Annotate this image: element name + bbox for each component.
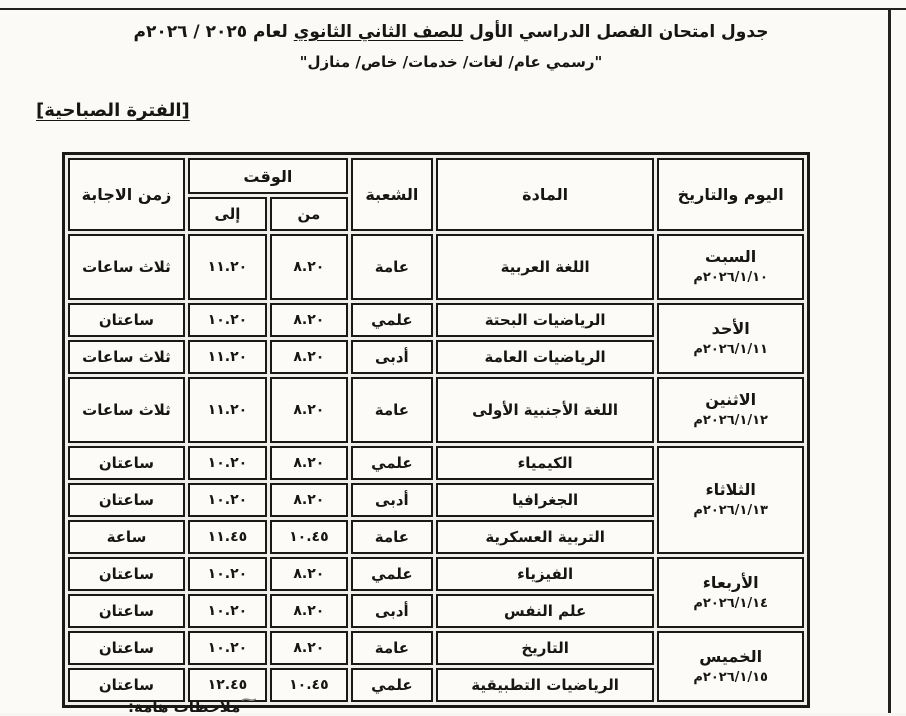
time-to-cell: ١٠.٢٠ — [188, 594, 267, 628]
time-from-cell: ٨.٢٠ — [270, 594, 348, 628]
exam-row — [68, 234, 804, 300]
subject-cell: علم النفس — [436, 594, 654, 628]
branch-cell: عامة — [351, 631, 433, 665]
page-right-border-line — [888, 8, 891, 713]
time-from-cell: ٨.٢٠ — [270, 557, 348, 591]
day-date-cell — [657, 234, 804, 300]
branch-cell: أدبى — [351, 340, 433, 374]
answer-time-cell: ساعتان — [68, 631, 185, 665]
exam-table-body — [68, 234, 804, 702]
day-name: الأربعاء — [702, 572, 759, 592]
day-date-cell — [657, 631, 804, 702]
time-from-cell: ٨.٢٠ — [270, 631, 348, 665]
time-to-cell: ١٠.٢٠ — [188, 483, 267, 517]
day-date-cell — [657, 557, 804, 628]
subject-cell: اللغة العربية — [436, 234, 654, 300]
time-to-cell: ١١.٢٠ — [188, 377, 267, 443]
subject-cell: الرياضيات البحتة — [436, 303, 654, 337]
answer-time-cell: ساعتان — [68, 446, 185, 480]
subject-cell: التاريخ — [436, 631, 654, 665]
time-from-cell: ١٠.٤٥ — [270, 668, 348, 702]
title-part2-underlined: للصف الثاني الثانوي — [293, 22, 464, 42]
day-date-cell — [657, 303, 804, 374]
answer-time-cell: ثلاث ساعات — [68, 234, 185, 300]
time-from-cell: ١٠.٤٥ — [270, 520, 348, 554]
time-to-cell: ١٢.٤٥ — [188, 668, 267, 702]
subject-cell: الفيزياء — [436, 557, 654, 591]
day-date: ٢٠٢٦/١/١٥م — [693, 669, 768, 685]
answer-time-cell: ساعة — [68, 520, 185, 554]
time-to-cell: ١١.٢٠ — [188, 340, 267, 374]
branch-cell: علمي — [351, 557, 433, 591]
exam-row — [68, 303, 804, 337]
answer-time-cell: ساعتان — [68, 557, 185, 591]
day-name: الثلاثاء — [705, 480, 756, 500]
header-subject: المادة — [436, 158, 654, 231]
day-date-cell — [657, 377, 804, 443]
important-notes-label: ملاحظات هامة: — [128, 698, 241, 716]
exam-row — [68, 446, 804, 480]
answer-time-cell: ثلاث ساعات — [68, 377, 185, 443]
time-from-cell: ٨.٢٠ — [270, 234, 348, 300]
day-date: ٢٠٢٦/١/١٢م — [693, 413, 768, 429]
time-from-cell: ٨.٢٠ — [270, 377, 348, 443]
title-part1: جدول امتحان الفصل الدراسي الأول — [463, 22, 769, 42]
header-day-date: اليوم والتاريخ — [657, 158, 804, 231]
answer-time-cell: ثلاث ساعات — [68, 340, 185, 374]
branch-cell: عامة — [351, 234, 433, 300]
time-to-cell: ١١.٢٠ — [188, 234, 267, 300]
subject-cell: التربية العسكرية — [436, 520, 654, 554]
header-time: الوقت — [188, 158, 348, 194]
branch-cell: علمي — [351, 303, 433, 337]
title-part3: لعام ٢٠٢٥ / ٢٠٢٦م — [133, 22, 294, 42]
answer-time-cell: ساعتان — [68, 303, 185, 337]
subject-cell: الرياضيات التطبيقية — [436, 668, 654, 702]
branch-cell: علمي — [351, 446, 433, 480]
day-date: ٢٠٢٦/١/١١م — [693, 341, 768, 357]
branch-cell: أدبى — [351, 594, 433, 628]
document-title — [90, 22, 812, 42]
exam-row — [68, 557, 804, 591]
time-to-cell: ١٠.٢٠ — [188, 631, 267, 665]
day-date-cell — [657, 446, 804, 554]
document-subtitle: "رسمي عام/ لغات/ خدمات/ خاص/ منازل" — [299, 53, 603, 71]
day-name: الأحد — [711, 318, 750, 338]
branch-cell: عامة — [351, 520, 433, 554]
time-from-cell: ٨.٢٠ — [270, 303, 348, 337]
header-time-to: إلى — [188, 197, 267, 231]
answer-time-cell: ساعتان — [68, 668, 185, 702]
branch-cell: عامة — [351, 377, 433, 443]
subject-cell: الجغرافيا — [436, 483, 654, 517]
subject-cell: الكيمياء — [436, 446, 654, 480]
pen-mark: ~ — [239, 692, 259, 708]
exam-schedule-table — [62, 152, 810, 708]
branch-cell: أدبى — [351, 483, 433, 517]
day-name: الخميس — [699, 646, 763, 666]
time-from-cell: ٨.٢٠ — [270, 340, 348, 374]
day-date: ٢٠٢٦/١/١٠م — [693, 270, 768, 286]
answer-time-cell: ساعتان — [68, 594, 185, 628]
time-from-cell: ٨.٢٠ — [270, 446, 348, 480]
header-branch: الشعبة — [351, 158, 433, 231]
period-label: [الفترة الصباحية] — [36, 100, 190, 121]
time-to-cell: ١١.٤٥ — [188, 520, 267, 554]
page-top-border-line — [0, 8, 906, 10]
exam-table-header — [68, 158, 804, 231]
time-from-cell: ٨.٢٠ — [270, 483, 348, 517]
day-date: ٢٠٢٦/١/١٣م — [693, 503, 768, 519]
day-name: الاثنين — [705, 390, 757, 410]
answer-time-cell: ساعتان — [68, 483, 185, 517]
exam-row — [68, 631, 804, 665]
header-answer-time: زمن الاجابة — [68, 158, 185, 231]
time-to-cell: ١٠.٢٠ — [188, 446, 267, 480]
day-name: السبت — [705, 247, 757, 267]
time-to-cell: ١٠.٢٠ — [188, 557, 267, 591]
header-time-from: من — [270, 197, 348, 231]
branch-cell: علمي — [351, 668, 433, 702]
time-to-cell: ١٠.٢٠ — [188, 303, 267, 337]
subject-cell: الرياضيات العامة — [436, 340, 654, 374]
day-date: ٢٠٢٦/١/١٤م — [693, 595, 768, 611]
exam-row — [68, 377, 804, 443]
subject-cell: اللغة الأجنبية الأولى — [436, 377, 654, 443]
document-header — [90, 22, 812, 71]
